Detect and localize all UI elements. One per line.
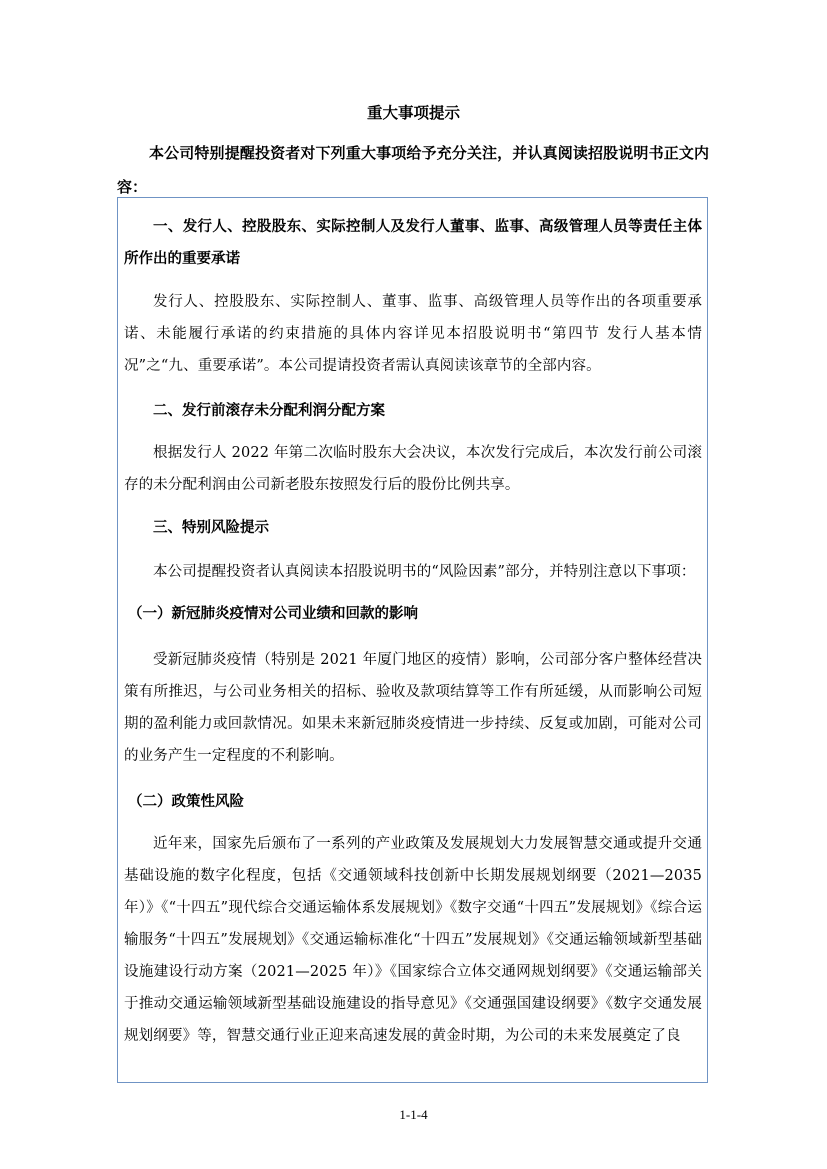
section-1-body: 发行人、控股股东、实际控制人、董事、监事、高级管理人员等作出的各项重要承诺、未能履行承诺的约束措施的具体内容详见本招股说明书“第四节 发行人基本情况”之“九、重要承诺”。本公司提请投资者需认真阅读该章节的全部内容。 bbox=[124, 294, 702, 374]
section-3-body: 本公司提醒投资者认真阅读本招股说明书的“风险因素”部分，并特别注意以下事项： bbox=[153, 564, 696, 580]
section-1-heading: 一、发行人、控股股东、实际控制人及发行人董事、监事、高级管理人员等责任主体所作出的重要承诺 bbox=[124, 219, 702, 267]
subsection-1-heading: （一）新冠肺炎疫情对公司业绩和回款的影响 bbox=[128, 606, 418, 622]
subsection-2-body: 近年来，国家先后颁布了一系列的产业政策及发展规划大力发展智慧交通或提升交通基础设施的数字化程度，包括《交通领域科技创新中长期发展规划纲要（2021—2035 年）》《“十四五”现代综合交通运输体系发展规划》《数字交通“十四五”发展规划》《综合运输服务“十四五”发展规划》《交通运输标准化“十四五”发展规划》《交通运输领域新型基础设施建设行动方案（2021—2025 年）》《国家综合立体交通网规划纲要》《交通运输部关于推动交通运输领域新型基础设施建设的指导意见》《交通强国建设纲要》《数字交通发展规划纲要》等，智慧交通行业正迎来高速发展的黄金时期，为公司的未来发展奠定了良 bbox=[124, 836, 702, 1044]
page-title: 重大事项提示 bbox=[366, 104, 460, 122]
subsection-2-heading: （二）政策性风险 bbox=[128, 794, 244, 810]
page-number: 1-1-4 bbox=[399, 1107, 428, 1122]
intro-paragraph: 本公司特别提醒投资者对下列重大事项给予充分关注，并认真阅读招股说明书正文内容： bbox=[117, 144, 709, 196]
section-2-body: 根据发行人 2022 年第二次临时股东大会决议，本次发行完成后，本次发行前公司滚存的未分配利润由公司新老股东按照发行后的股份比例共享。 bbox=[124, 445, 702, 493]
section-2-heading: 二、发行前滚存未分配利润分配方案 bbox=[153, 403, 385, 419]
section-3-heading: 三、特别风险提示 bbox=[153, 520, 269, 536]
subsection-1-body: 受新冠肺炎疫情（特别是 2021 年厦门地区的疫情）影响，公司部分客户整体经营决策有所推迟，与公司业务相关的招标、验收及款项结算等工作有所延缓，从而影响公司短期的盈利能力或回款情况。如果未来新冠肺炎疫情进一步持续、反复或加剧，可能对公司的业务产生一定程度的不利影响。 bbox=[124, 652, 702, 764]
